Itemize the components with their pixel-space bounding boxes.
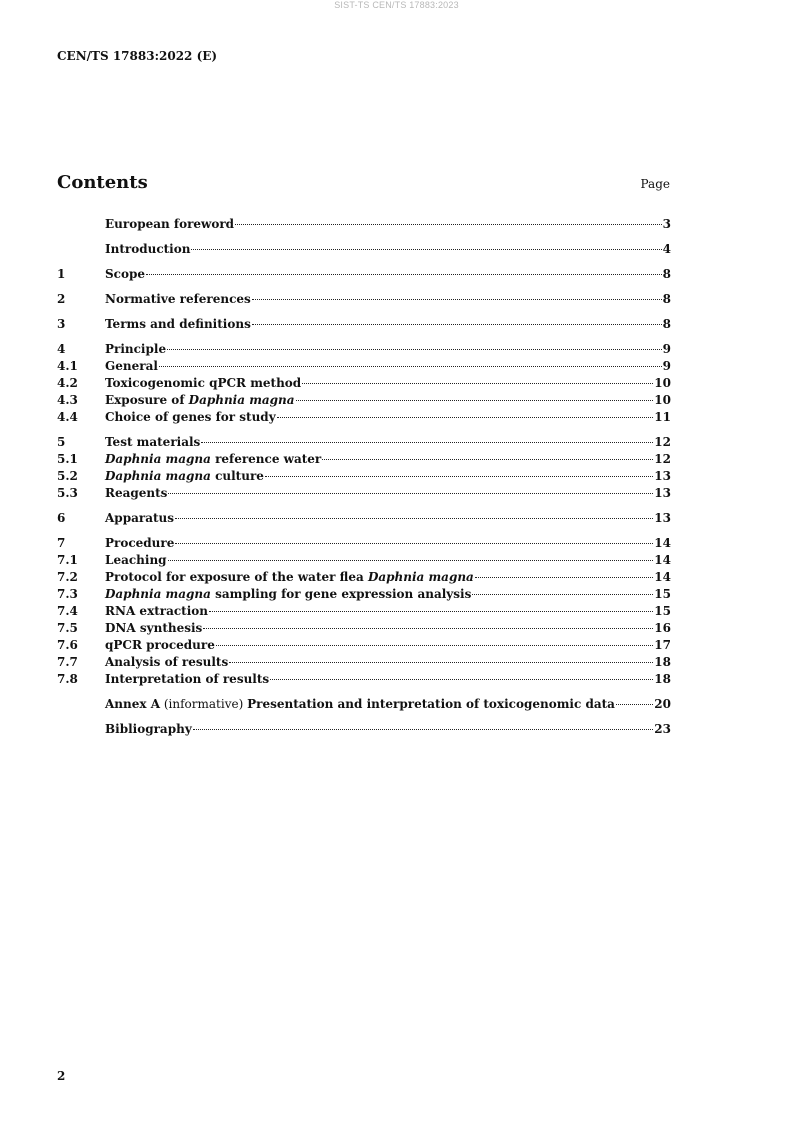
toc-entry-page: 13	[654, 469, 671, 483]
toc-entry[interactable]	[57, 241, 671, 258]
dot-leader	[616, 693, 653, 705]
page-number: 2	[57, 1069, 66, 1083]
toc-entry-title: Principle	[105, 342, 167, 356]
watermark: SIST-TS CEN/TS 17883:2023	[334, 0, 459, 10]
toc-title-part: culture	[210, 469, 264, 483]
dot-leader	[193, 718, 654, 730]
toc-entry-title: Reagents	[105, 486, 168, 500]
toc-entry-page: 12	[654, 435, 671, 449]
toc-entry-page: 13	[654, 511, 671, 525]
dot-leader	[167, 338, 662, 350]
dot-leader	[191, 238, 661, 250]
dot-leader	[270, 668, 653, 680]
toc-entry-title	[105, 696, 615, 713]
toc-entry-page: 11	[654, 410, 671, 424]
toc-entry-page: 23	[654, 722, 671, 736]
table-of-contents	[57, 216, 671, 738]
toc-entry-number: 7.3	[57, 587, 78, 601]
dot-leader	[175, 507, 653, 519]
toc-entry-page: 14	[654, 536, 671, 550]
dot-leader	[159, 355, 662, 367]
toc-entry-page: 4	[662, 242, 671, 256]
toc-entry-title: RNA extraction	[105, 604, 208, 618]
toc-entry-page: 8	[662, 292, 671, 306]
toc-entry-number: 4.3	[57, 393, 78, 407]
dot-leader	[201, 431, 653, 443]
toc-entry-number: 1	[57, 267, 66, 281]
toc-title-part: Exposure of	[105, 393, 189, 407]
toc-entry-page: 12	[654, 452, 671, 466]
dot-leader	[146, 263, 662, 275]
toc-entry-number: 7.7	[57, 655, 78, 669]
toc-entry-page: 10	[654, 376, 671, 390]
dot-leader	[168, 482, 653, 494]
toc-entry-number: 7.6	[57, 638, 78, 652]
dot-leader	[252, 288, 662, 300]
toc-entry-title: Leaching	[105, 553, 167, 567]
toc-title-part: Daphnia magna	[105, 587, 211, 601]
dot-leader	[235, 213, 662, 225]
dot-leader	[209, 600, 653, 612]
dot-leader	[302, 372, 653, 384]
toc-entry[interactable]	[57, 485, 671, 502]
toc-entry-title: Terms and definitions	[105, 317, 251, 331]
dot-leader	[168, 549, 654, 561]
toc-entry-number: 2	[57, 292, 66, 306]
dot-leader	[296, 389, 654, 401]
toc-entry-title: qPCR procedure	[105, 638, 215, 652]
toc-entry[interactable]	[57, 216, 671, 233]
dot-leader	[216, 634, 653, 646]
dot-leader	[277, 406, 654, 418]
toc-entry-page: 8	[662, 267, 671, 281]
toc-title-part: Daphnia magna	[367, 570, 474, 584]
toc-title-part: Daphnia magna	[188, 393, 295, 407]
toc-entry-title: General	[105, 359, 158, 373]
toc-entry-title: Choice of genes for study	[105, 410, 276, 424]
toc-entry-number: 4.2	[57, 376, 78, 390]
toc-entry-title: Introduction	[105, 242, 191, 256]
toc-title-part: Presentation and interpretation of toxicogenomic data	[247, 697, 615, 711]
toc-title-part: reference water	[210, 452, 322, 466]
toc-entry-page: 17	[654, 638, 671, 652]
toc-entry-page: 18	[654, 672, 671, 686]
toc-title-part: Annex A	[105, 697, 161, 711]
toc-entry-page: 8	[662, 317, 671, 331]
toc-entry-title: Scope	[105, 267, 146, 281]
toc-entry-number: 7.1	[57, 553, 78, 567]
toc-entry-number: 6	[57, 511, 66, 525]
dot-leader	[475, 566, 653, 578]
toc-entry[interactable]	[57, 409, 671, 426]
toc-entry-page: 15	[654, 587, 671, 601]
toc-entry-number: 3	[57, 317, 66, 331]
toc-entry[interactable]	[57, 671, 671, 688]
toc-entry-title: Normative references	[105, 292, 251, 306]
toc-entry[interactable]	[57, 266, 671, 283]
toc-entry-title: Test materials	[105, 435, 201, 449]
toc-entry-page: 20	[654, 697, 671, 711]
toc-entry-page: 14	[654, 553, 671, 567]
dot-leader	[472, 583, 653, 595]
toc-entry-title: Bibliography	[105, 722, 192, 736]
toc-entry-number: 7.4	[57, 604, 78, 618]
toc-entry-page: 16	[654, 621, 671, 635]
toc-entry[interactable]	[57, 291, 671, 308]
toc-entry-title: Apparatus	[105, 511, 174, 525]
toc-entry-title: DNA synthesis	[105, 621, 203, 635]
toc-title-part: Daphnia magna	[105, 452, 211, 466]
dot-leader	[175, 532, 653, 544]
toc-entry[interactable]	[57, 721, 671, 738]
toc-entry-page: 9	[662, 342, 671, 356]
toc-entry-title: Toxicogenomic qPCR method	[105, 376, 302, 390]
toc-entry-number: 4.1	[57, 359, 78, 373]
toc-entry-number: 4.4	[57, 410, 78, 424]
toc-entry-page: 10	[654, 393, 671, 407]
toc-entry-title: Procedure	[105, 536, 175, 550]
document-id: CEN/TS 17883:2022 (E)	[57, 49, 218, 63]
dot-leader	[322, 448, 653, 460]
toc-title-part: Protocol for exposure of the water flea	[105, 570, 368, 584]
toc-entry-number: 5.2	[57, 469, 78, 483]
toc-entry-page: 3	[662, 217, 671, 231]
toc-entry-number: 5	[57, 435, 66, 449]
contents-title: Contents	[57, 172, 148, 193]
toc-entry[interactable]	[57, 696, 671, 713]
toc-entry-title	[105, 569, 474, 586]
toc-entry-number: 4	[57, 342, 66, 356]
toc-entry[interactable]	[57, 316, 671, 333]
toc-entry-title: Analysis of results	[105, 655, 229, 669]
toc-title-part: sampling for gene expression analysis	[210, 587, 472, 601]
dot-leader	[229, 651, 653, 663]
dot-leader	[252, 313, 662, 325]
toc-entry-number: 7.8	[57, 672, 78, 686]
toc-title-part: (informative)	[160, 697, 248, 711]
page-column-label: Page	[640, 177, 670, 191]
toc-entry-page: 9	[662, 359, 671, 373]
toc-entry-title: Interpretation of results	[105, 672, 270, 686]
toc-entry[interactable]	[57, 510, 671, 527]
toc-entry-number: 7.2	[57, 570, 78, 584]
dot-leader	[203, 617, 653, 629]
toc-entry-page: 18	[654, 655, 671, 669]
toc-entry-page: 15	[654, 604, 671, 618]
dot-leader	[265, 465, 653, 477]
toc-entry-title	[105, 392, 295, 409]
toc-entry-number: 5.3	[57, 486, 78, 500]
toc-entry-number: 7	[57, 536, 66, 550]
toc-entry-page: 14	[654, 570, 671, 584]
toc-entry-number: 7.5	[57, 621, 78, 635]
toc-entry-page: 13	[654, 486, 671, 500]
toc-entry-number: 5.1	[57, 452, 78, 466]
toc-entry-title: European foreword	[105, 217, 235, 231]
toc-title-part: Daphnia magna	[105, 469, 211, 483]
